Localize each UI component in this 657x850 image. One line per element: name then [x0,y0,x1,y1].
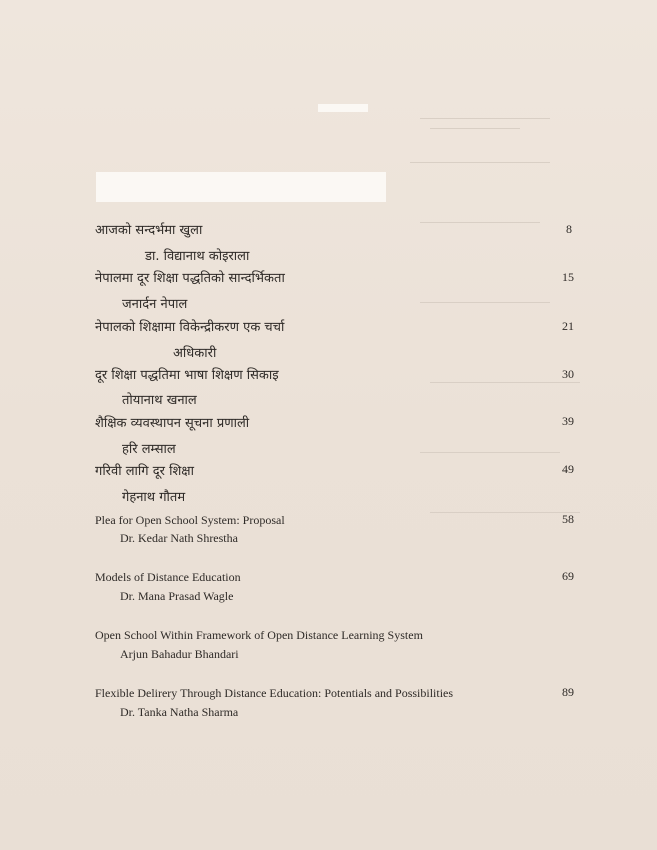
redacted-patch-top [318,104,368,112]
entry-title: दूर शिक्षा पद्धतिमा भाषा शिक्षण सिकाइ [95,368,279,383]
bleed-line [420,222,540,223]
bleed-line [420,452,560,453]
entry-page-number: 69 [562,569,574,583]
entry-author: गेहनाथ गौतम [122,490,186,505]
entry-author: हरि लम्साल [122,442,176,457]
bleed-line [410,162,550,163]
entry-title: नेपालको शिक्षामा विकेन्द्रीकरण एक चर्चा [95,320,285,335]
entry-page-number: 8 [566,222,572,236]
entry-page-number: 39 [562,414,574,428]
entry-author: तोयानाथ खनाल [122,393,197,408]
bleed-line [430,382,580,383]
entry-title: आजको सन्दर्भमा खुला [95,223,203,238]
entry-title: गरिवी लागि दूर शिक्षा [95,464,194,479]
entry-author: डा. विद्यानाथ कोइराला [145,249,250,264]
bleed-line [420,302,550,303]
entry-title: Plea for Open School System: Proposal [95,513,285,527]
entry-title: शैक्षिक व्यवस्थापन सूचना प्रणाली [95,416,250,431]
entry-author: Arjun Bahadur Bhandari [120,647,239,661]
bleed-line [430,512,580,513]
entry-page-number: 21 [562,319,574,333]
bleed-line [430,128,520,129]
entry-title: Flexible Delirery Through Distance Education: Potentials and Possibilities [95,686,454,700]
entry-page-number: 15 [562,270,574,284]
entry-page-number: 49 [562,462,574,476]
entry-page-number: 89 [562,685,574,699]
entry-author: जनार्दन नेपाल [122,297,188,312]
entry-author: Dr. Mana Prasad Wagle [120,589,234,603]
entry-author: अधिकारी [173,346,217,361]
entry-page-number: 58 [562,512,574,526]
entry-title: Open School Within Framework of Open Distance Learning System [95,628,423,642]
entry-author: Dr. Kedar Nath Shrestha [120,531,238,545]
redacted-patch-heading [96,172,386,202]
entry-author: Dr. Tanka Natha Sharma [120,705,239,719]
entry-page-number: 30 [562,367,574,381]
entry-title: नेपालमा दूर शिक्षा पद्धतिको सान्दर्भिकता [95,271,285,286]
bleed-line [420,118,550,119]
entry-title: Models of Distance Education [95,570,241,584]
